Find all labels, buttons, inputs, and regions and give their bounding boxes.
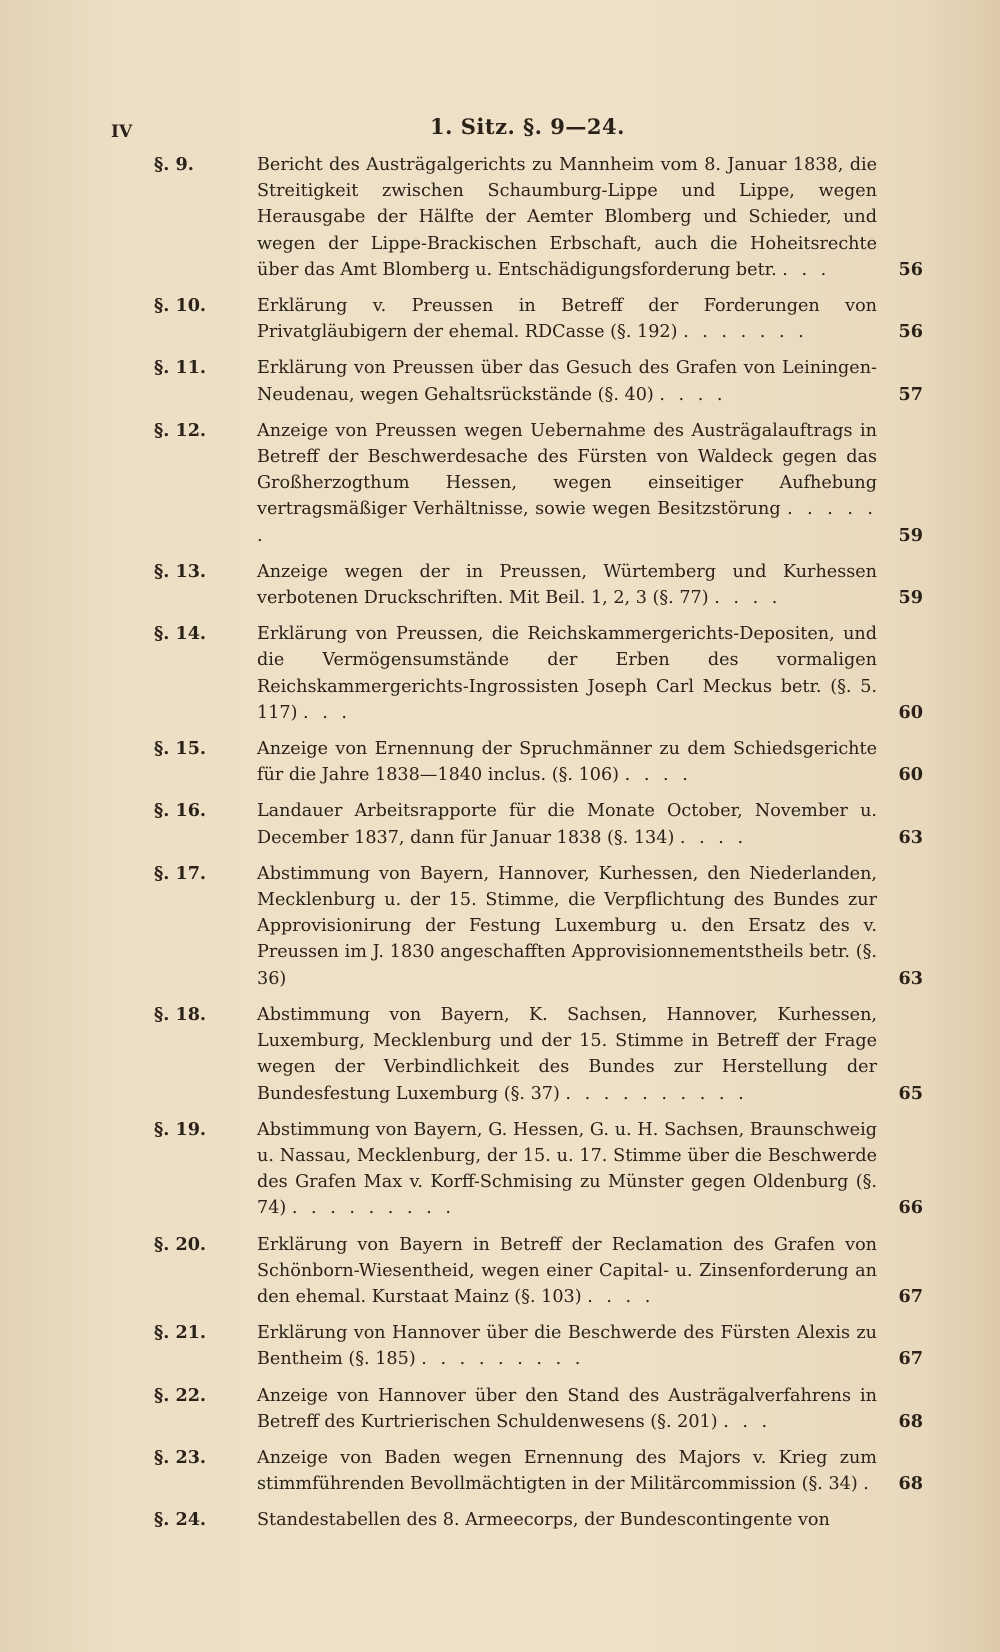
page-reference: 59 xyxy=(898,587,923,609)
page-header xyxy=(0,104,1000,144)
toc-entry xyxy=(0,621,1000,726)
toc-entry xyxy=(0,861,1000,992)
entry-description: Anzeige von Preussen wegen Uebernahme des Austrägalauftrags in Betreff der Beschwerdesache des Fürsten von Waldeck gegen das Großherzogthum Hessen, wegen einseitiger Aufhebung vertragsmäßiger Verhältnisse, sowie wegen Besitzstörung xyxy=(257,420,877,520)
entry-description: Anzeige wegen der in Preussen, Würtemberg und Kurhessen verbotenen Druckschriften. Mit Beil. 1, 2, 3 (§. 77) xyxy=(257,561,877,609)
section-number: §. 22. xyxy=(154,1384,207,1406)
entry-text xyxy=(257,798,877,850)
entry-text xyxy=(257,1320,877,1372)
page-reference: 59 xyxy=(898,524,923,546)
entry-text xyxy=(257,355,877,407)
toc-entry xyxy=(0,1320,1000,1372)
section-number: §. 10. xyxy=(154,295,207,317)
entry-description: Abstimmung von Bayern, Hannover, Kurhessen, den Niederlanden, Mecklenburg u. der 15. Stimme, die Verpflichtung des Bundes zur Approvisionirung der Festung Luxemburg u. den Ersatz des v. Preussen im J. 1830 angeschafften Approvisionnementstheils betr. (§. 36) xyxy=(257,863,877,989)
page-reference: 67 xyxy=(898,1348,923,1370)
section-number: §. 11. xyxy=(154,357,207,379)
page-reference: 56 xyxy=(898,321,923,343)
entry-description: Bericht des Austrägalgerichts zu Mannheim vom 8. Januar 1838, die Streitigkeit zwischen Schaumburg-Lippe und Lippe, wegen Herausgabe der Hälfte der Aemter Blomberg und Schieder, und wegen der Lippe-Brackischen Erbschaft, auch die Hoheitsrechte über das Amt Blomberg u. Entschädigungsforderung betr. xyxy=(257,155,877,280)
page-reference: 65 xyxy=(898,1082,923,1104)
section-number: §. 20. xyxy=(154,1233,207,1255)
entry-text xyxy=(257,736,877,788)
section-number: §. 19. xyxy=(154,1118,207,1140)
entry-description: Erklärung von Preussen, die Reichskammergerichts-Depositen, und die Vermögensumstände der Erben des vormaligen Reichskammergerichts-Ingrossisten Joseph Carl Meckus betr. (§. 5. 117) xyxy=(257,624,877,723)
leader-dots: . . . . xyxy=(587,1286,655,1307)
section-number: §. 16. xyxy=(154,800,207,822)
entry-text xyxy=(257,1002,877,1107)
toc-entry xyxy=(0,1445,1000,1497)
toc-entry xyxy=(0,1117,1000,1222)
leader-dots: . . . xyxy=(723,1411,772,1432)
toc-entry xyxy=(0,355,1000,407)
toc-entry xyxy=(0,418,1000,549)
entry-text xyxy=(257,152,877,283)
entry-description: Anzeige von Ernennung der Spruchmänner zu dem Schiedsgerichte für die Jahre 1838—1840 inclus. (§. 106) xyxy=(257,739,877,786)
section-number: §. 12. xyxy=(154,419,207,441)
section-number: §. 13. xyxy=(154,560,207,582)
toc-entry xyxy=(0,559,1000,611)
section-number: §. 21. xyxy=(154,1322,207,1344)
page-number: IV xyxy=(111,122,133,142)
section-number: §. 14. xyxy=(154,623,207,645)
entry-text xyxy=(257,293,877,345)
toc-entry xyxy=(0,798,1000,850)
entry-description: Abstimmung von Bayern, K. Sachsen, Hannover, Kurhessen, Luxemburg, Mecklenburg und der 15. Stimme in Betreff der Frage wegen der Verbindlichkeit des Bundes zur Herstellung der Bundesfestung Luxemburg (§. 37) xyxy=(257,1004,877,1104)
entry-text xyxy=(257,1383,877,1435)
leader-dots: . . . xyxy=(782,259,831,280)
toc-entry xyxy=(0,293,1000,345)
page-reference: 56 xyxy=(898,258,923,280)
entry-description: Anzeige von Baden wegen Ernennung des Majors v. Krieg zum stimmführenden Bevollmächtigten in der Militärcommission (§. 34) xyxy=(257,1447,877,1495)
leader-dots: . . . . xyxy=(714,588,782,609)
leader-dots: . . . . . . xyxy=(257,499,877,546)
toc-entry xyxy=(0,1507,1000,1533)
leader-dots: . xyxy=(863,1474,873,1495)
entry-description: Erklärung v. Preussen in Betreff der Forderungen von Privatgläubigern der ehemal. RDCasse (§. 192) xyxy=(257,296,877,343)
entry-description: Abstimmung von Bayern, G. Hessen, G. u. H. Sachsen, Braunschweig u. Nassau, Mecklenburg, der 15. u. 17. Stimme über die Beschwerde des Grafen Max v. Korff-Schmising zu Münster gegen Oldenburg (§. 74) xyxy=(257,1119,877,1219)
toc-entry xyxy=(0,152,1000,283)
entry-text xyxy=(257,418,877,549)
entry-description: Standestabellen des 8. Armeecorps, der Bundescontingente von xyxy=(257,1510,830,1531)
entry-text xyxy=(257,1507,877,1533)
page-reference: 66 xyxy=(898,1197,923,1219)
leader-dots: . . . . . . . . . xyxy=(421,1349,585,1370)
entry-text xyxy=(257,621,877,726)
page-reference: 63 xyxy=(898,826,923,848)
entry-text xyxy=(257,861,877,992)
entry-text xyxy=(257,559,877,611)
page-reference: 60 xyxy=(898,701,923,723)
leader-dots: . . . xyxy=(303,702,352,723)
entry-description: Landauer Arbeitsrapporte für die Monate October, November u. December 1837, dann für Januar 1838 (§. 134) xyxy=(257,801,877,848)
entry-text xyxy=(257,1232,877,1311)
toc-entry xyxy=(0,1383,1000,1435)
toc-entry xyxy=(0,1002,1000,1107)
entry-description: Anzeige von Hannover über den Stand des Austrägalverfahrens in Betreff des Kurtrierischen Schuldenwesens (§. 201) xyxy=(257,1385,877,1432)
section-number: §. 24. xyxy=(154,1509,207,1531)
leader-dots: . . . . xyxy=(679,827,748,848)
page-reference: 68 xyxy=(898,1473,923,1495)
entry-description: Erklärung von Preussen über das Gesuch des Grafen von Leiningen-Neudenau, wegen Gehaltsrückstände (§. 40) xyxy=(257,358,877,405)
section-number: §. 17. xyxy=(154,862,207,884)
section-number: §. 23. xyxy=(154,1446,207,1468)
section-number: §. 15. xyxy=(154,738,207,760)
page-reference: 68 xyxy=(898,1410,923,1432)
page-reference: 57 xyxy=(898,383,923,405)
running-head: 1. Sitz. §. 9—24. xyxy=(430,114,625,139)
toc-entry xyxy=(0,1232,1000,1311)
section-number: §. 18. xyxy=(154,1003,207,1025)
page-reference: 63 xyxy=(898,967,923,989)
page-reference: 67 xyxy=(898,1285,923,1307)
page-reference: 60 xyxy=(898,764,923,786)
entry-text xyxy=(257,1445,877,1497)
entry-description: Erklärung von Hannover über die Beschwerde des Fürsten Alexis zu Bentheim (§. 185) xyxy=(257,1323,877,1370)
leader-dots: . . . . . . . . . xyxy=(291,1198,455,1219)
leader-dots: . . . . xyxy=(624,765,692,786)
entry-text xyxy=(257,1117,877,1222)
leader-dots: . . . . . . . xyxy=(683,322,808,343)
section-number: §. 9. xyxy=(154,154,194,175)
toc-entry xyxy=(0,736,1000,788)
leader-dots: . . . . xyxy=(659,384,727,405)
leader-dots: . . . . . . . . . . xyxy=(565,1083,748,1104)
entry-description: Erklärung von Bayern in Betreff der Reclamation des Grafen von Schönborn-Wiesentheid, wegen einer Capital- u. Zinsenforderung an den ehemal. Kurstaat Mainz (§. 103) xyxy=(257,1234,877,1307)
table-of-contents xyxy=(0,152,1000,1544)
